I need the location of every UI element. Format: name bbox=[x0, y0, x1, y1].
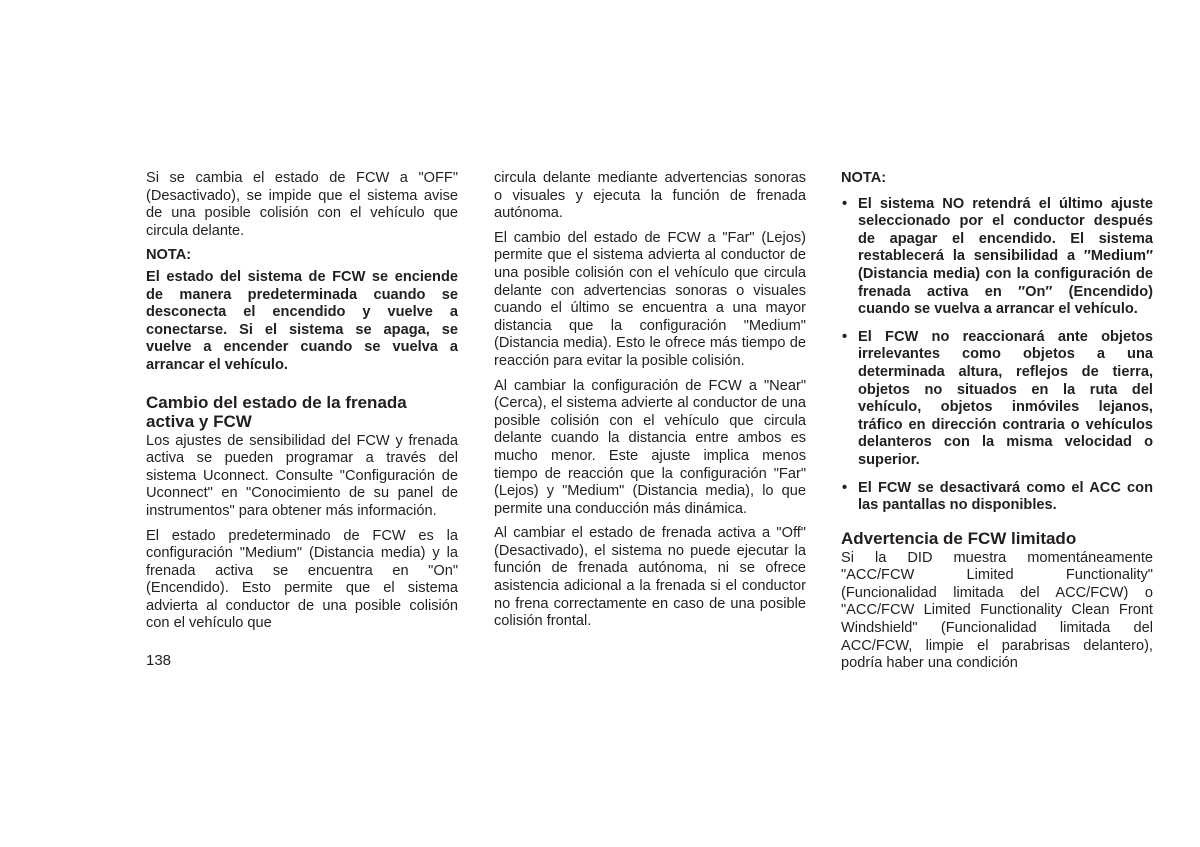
paragraph-sensitivity: Los ajustes de sensibilidad del FCW y frenada activa se pueden programar a través del sistema Uconnect. Consulte "Configuración de Uconnect" en "Conocimiento de su panel de instrumentos" para obtener más información. bbox=[146, 432, 458, 519]
section-heading-limited-warning: Advertencia de FCW limitado bbox=[841, 528, 1077, 548]
bullet-text: El FCW no reaccionará ante objetos irrelevantes como objetos a una determinada altura, reflejos de tierra, objetos no situados en la ruta del vehículo, objetos inmóviles lejanos, tráfico en dirección contraria o vehículos delanteros con la misma velocidad o superior. bbox=[858, 328, 1153, 468]
paragraph-limited-functionality: Si la DID muestra momentáneamente "ACC/FCW Limited Functionality" (Funcionalidad limitada del ACC/FCW) o "ACC/FCW Limited Functionality Clean Front Windshield" (Funcionalidad limitada del ACC/FCW, limpie el parabrisas delantero), podría haber una condición bbox=[841, 549, 1153, 672]
note-text: El estado del sistema de FCW se enciende de manera predeterminada cuando se desconecta el encendido y vuelve a conectarse. Si el sistema se apaga, se vuelve a encender cuando se vuelva a arrancar el vehículo. bbox=[146, 268, 458, 373]
paragraph-near-setting: Al cambiar la configuración de FCW a "Near" (Cerca), el sistema advierte al conductor de una posible colisión con el vehículo que circula delante cuando la distancia entre ambos es mucho menor. Este ajuste implica menos tiempo de reacción que la configuración "Far" (Lejos) y "Medium" (Distancia media), lo que permite una conducción más dinámica. bbox=[494, 377, 806, 517]
section-heading-active-braking: Cambio del estado de la frenada activa y FCW bbox=[146, 392, 407, 431]
bullet-icon: • bbox=[842, 195, 848, 212]
bullet-text: El sistema NO retendrá el último ajuste seleccionado por el conductor después de apagar el encendido. El sistema restablecerá la sensibilidad a ″Medium″ (Distancia media) con la configuración de frenada activa en ″On″ (Encendido) cuando se vuelva a arrancar el vehículo. bbox=[858, 195, 1153, 318]
note-bullet-list bbox=[841, 196, 1153, 515]
list-item bbox=[841, 480, 1153, 515]
paragraph-fcw-off: Si se cambia el estado de FCW a "OFF" (Desactivado), se impide que el sistema avise de una posible colisión con el vehículo que circula delante. bbox=[146, 170, 458, 239]
list-item bbox=[841, 329, 1153, 470]
note-label: NOTA: bbox=[146, 247, 192, 264]
paragraph-braking-off: Al cambiar el estado de frenada activa a "Off" (Desactivado), el sistema no puede ejecutar la función de frenada autónoma, ni se ofrece asistencia adicional a la frenada si el conductor no frena correctamente en caso de una posible colisión frontal. bbox=[494, 525, 806, 630]
bullet-icon: • bbox=[842, 479, 848, 496]
paragraph-default-state: El estado predeterminado de FCW es la configuración "Medium" (Distancia media) y la frenada activa se encuentra en "On" (Encendido). Esto permite que el sistema advierta al conductor de una posible colisión con el vehículo que bbox=[146, 527, 458, 632]
page-number: 138 bbox=[146, 652, 172, 669]
paragraph-far-setting: El cambio del estado de FCW a "Far" (Lejos) permite que el sistema advierta al conductor de una posible colisión con el vehículo que circula delante con advertencias sonoras o visuales cuando el último se encuentra a una mayor distancia que la configuración "Medium" (Distancia media). Esto le ofrece más tiempo de reacción para evitar la posible colisión. bbox=[494, 229, 806, 369]
middle-column bbox=[494, 170, 806, 638]
note-label: NOTA: bbox=[841, 170, 887, 186]
bullet-text: El FCW se desactivará como el ACC con las pantallas no disponibles. bbox=[858, 479, 1153, 514]
list-item bbox=[841, 196, 1153, 319]
right-column bbox=[841, 170, 1153, 680]
left-column bbox=[146, 170, 458, 640]
bullet-icon: • bbox=[842, 328, 848, 345]
paragraph-continuation: circula delante mediante advertencias sonoras o visuales y ejecuta la función de frenada autónoma. bbox=[494, 170, 806, 222]
